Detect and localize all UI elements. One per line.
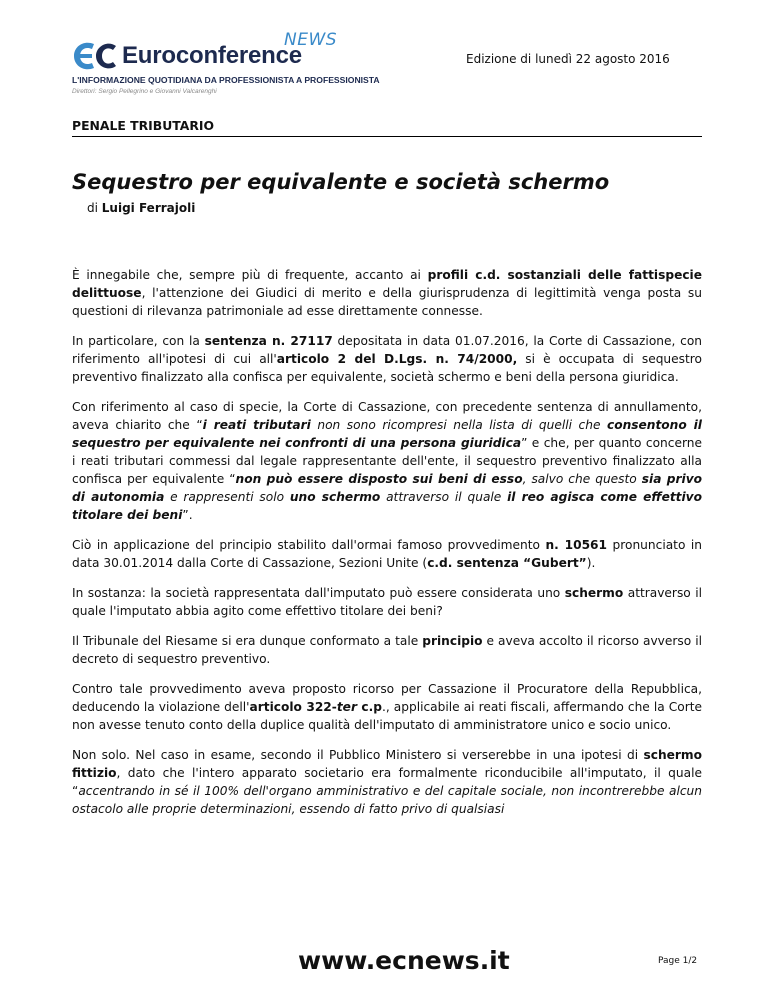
- byline-prefix: di: [87, 201, 98, 215]
- paragraph-5: In sostanza: la società rappresentata dall'imputato può essere considerata uno schermo attraverso il quale l'imputato abbia agito come effettivo titolare dei beni?: [72, 586, 702, 618]
- directors-line: Direttori: Sergio Pellegrino e Giovanni Valcarenghi: [72, 88, 217, 95]
- article-title: Sequestro per equivalente e società schermo: [72, 170, 610, 194]
- paragraph-4: Ciò in applicazione del principio stabilito dall'ormai famoso provvedimento n. 10561 pronunciato in data 30.01.2014 dalla Corte di Cassazione, Sezioni Unite (c.d. sentenza “Gubert”).: [72, 538, 702, 570]
- paragraph-7: Contro tale provvedimento aveva proposto ricorso per Cassazione il Procuratore della Repubblica, deducendo la violazione dell'articolo 322-ter c.p., applicabile ai reati fiscali, affermando che la Corte non avesse tenuto conto della duplice qualità dell'imputato di amministratore unico e socio unico.: [72, 682, 702, 732]
- article-body: [72, 266, 702, 830]
- byline: [87, 201, 195, 215]
- author-name: Luigi Ferrajoli: [101, 201, 196, 215]
- news-label: NEWS: [284, 30, 338, 50]
- masthead: [72, 30, 380, 100]
- edition-date: Edizione di lunedì 22 agosto 2016: [466, 52, 670, 66]
- paragraph-3: Con riferimento al caso di specie, la Corte di Cassazione, con precedente sentenza di annullamento, aveva chiarito che “i reati tributari non sono ricompresi nella lista di quelli che consentono il sequestro per equivalente nei confronti di una persona giuridica” e che, per quanto concerne i reati tributari commessi dal legale rappresentante dell'ente, il sequestro preventivo finalizzato alla confisca per equivalente “non può essere disposto sui beni di esso, salvo che questo sia privo di autonomia e rappresenti solo uno schermo attraverso il quale il reo agisca come effettivo titolare dei beni”.: [72, 400, 703, 522]
- paragraph-1: È innegabile che, sempre più di frequente, accanto ai profili c.d. sostanziali delle fattispecie delittuose, l'attenzione dei Giudici di merito e della giurisprudenza di legittimità venga posta su questioni di rilevanza patrimoniale ad esse direttamente connesse.: [72, 268, 703, 318]
- tagline: L'INFORMAZIONE QUOTIDIANA DA PROFESSIONISTA A PROFESSIONISTA: [72, 75, 380, 85]
- paragraph-6: Il Tribunale del Riesame si era dunque conformato a tale principio e aveva accolto il ricorso avverso il decreto di sequestro preventivo.: [72, 634, 702, 666]
- brand-name: Euroconference: [122, 42, 302, 69]
- paragraph-2: In particolare, con la sentenza n. 27117 depositata in data 01.07.2016, la Corte di Cassazione, con riferimento all'ipotesi di cui all'articolo 2 del D.Lgs. n. 74/2000, si è occupata di sequestro preventivo finalizzato alla confisca per equivalente, società schermo e beni della persona giuridica.: [72, 334, 702, 384]
- section-heading: PENALE TRIBUTARIO: [72, 118, 702, 137]
- footer-website-link[interactable]: www.ecnews.it: [298, 946, 510, 975]
- paragraph-8: Non solo. Nel caso in esame, secondo il Pubblico Ministero si verserebbe in una ipotesi di schermo fittizio, dato che l'intero apparato societario era formalmente riconducibile all'imputato, il quale “accentrando in sé il 100% dell'organo amministrativo e del capitale sociale, non incontrerebbe alcun ostacolo alle proprie determinazioni, essendo di fatto privo di qualsiasi: [72, 748, 702, 816]
- euroconference-logo-icon: [72, 38, 122, 74]
- page-number: Page 1/2: [658, 956, 698, 966]
